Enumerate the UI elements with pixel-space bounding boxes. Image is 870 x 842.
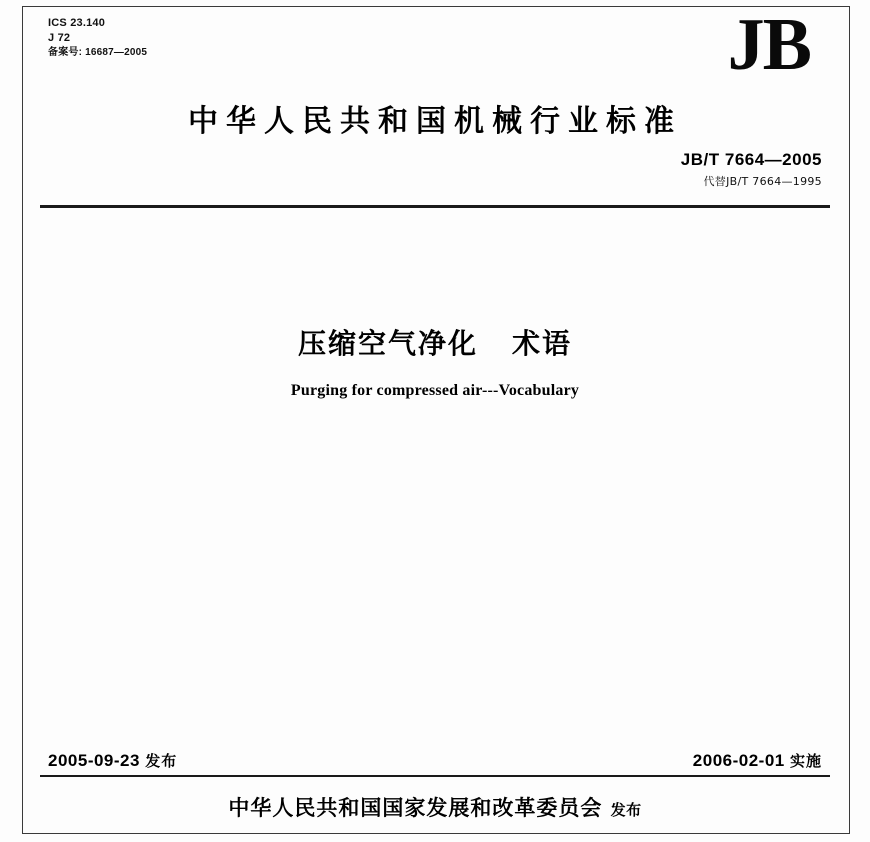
document-title-cn-sub: 术语 xyxy=(512,327,573,360)
publisher-block xyxy=(40,792,830,822)
issue-date-value: 2005-09-23 xyxy=(48,751,140,770)
document-title-cn xyxy=(40,322,830,362)
effective-date-value: 2006-02-01 xyxy=(692,751,785,770)
document-title-cn-main: 压缩空气净化 xyxy=(297,327,478,360)
issue-date-block xyxy=(48,750,177,771)
record-number: 备案号: 16687—2005 xyxy=(48,46,148,58)
effective-date-block xyxy=(693,750,822,771)
ics-header-block xyxy=(48,16,147,59)
publisher-suffix: 发布 xyxy=(610,801,642,819)
header-divider xyxy=(40,205,830,208)
standard-number: JB/T 7664—2005 xyxy=(680,150,822,169)
document-title-en: Purging for compressed air---Vocabulary xyxy=(290,382,580,399)
effective-date-label: 实施 xyxy=(789,752,822,770)
footer-divider xyxy=(40,775,830,777)
publisher-name: 中华人民共和国国家发展和改革委员会 xyxy=(228,796,603,820)
issue-date-label: 发布 xyxy=(145,752,178,770)
classification-code: J 72 xyxy=(48,31,71,44)
standard-authority-title: 中华人民共和国机械行业标准 xyxy=(188,104,682,139)
jb-logo: JB xyxy=(727,4,810,86)
ics-code: ICS 23.140 xyxy=(48,17,106,29)
standard-replaces: 代替JB/T 7664—1995 xyxy=(703,175,822,188)
